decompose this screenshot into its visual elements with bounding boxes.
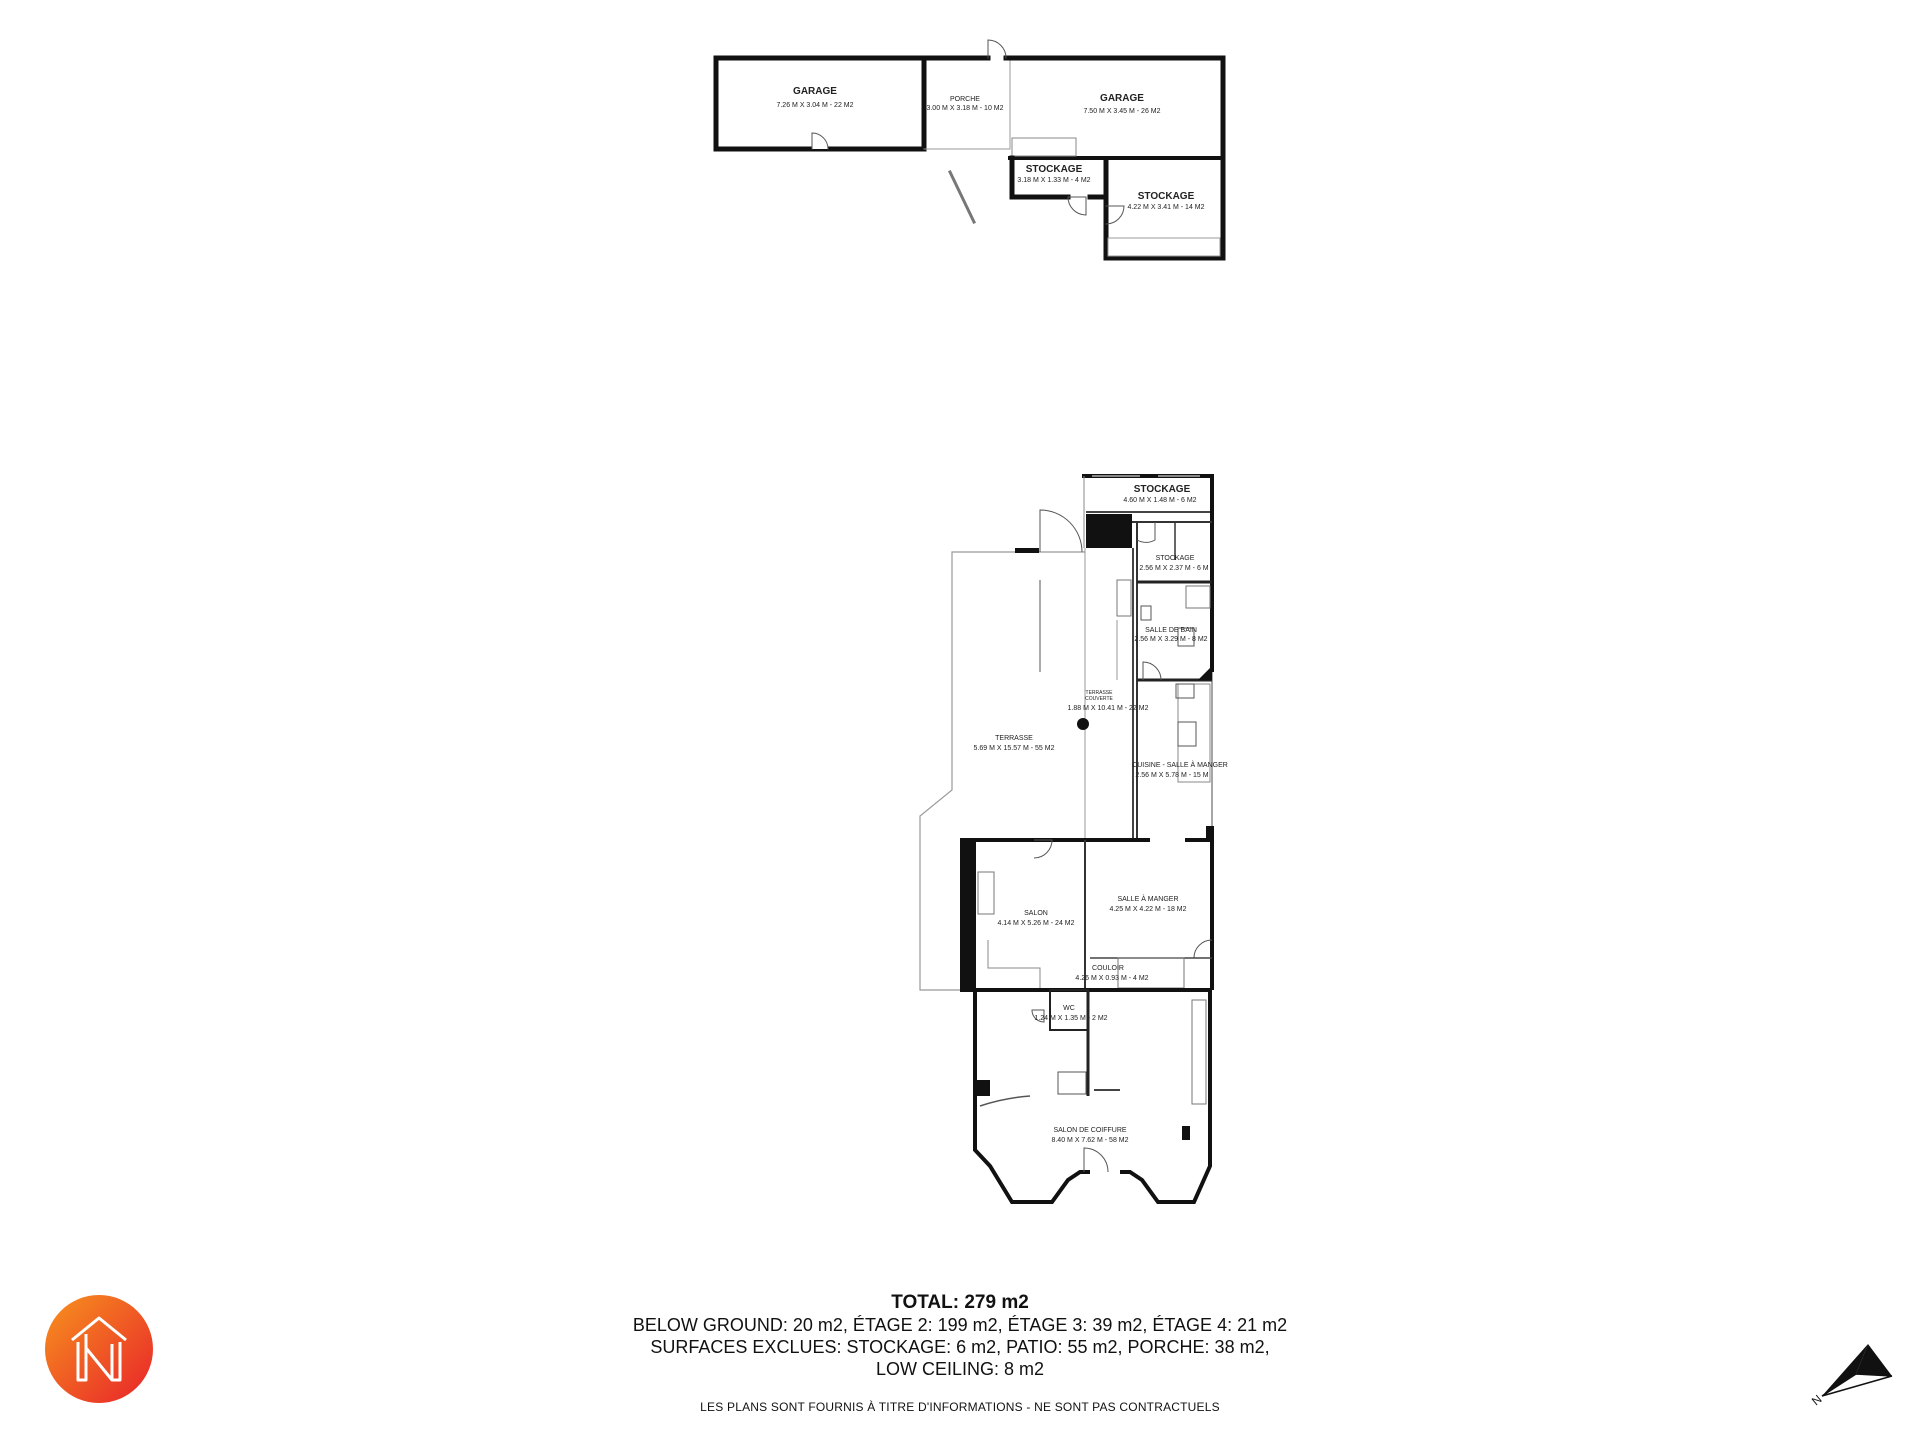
garage-1-name: GARAGE bbox=[793, 86, 837, 97]
area-breakdown: BELOW GROUND: 20 m2, ÉTAGE 2: 199 m2, ÉTAGE 3: 39 m2, ÉTAGE 4: 21 m2 bbox=[632, 1315, 1288, 1335]
cuisine-name: CUISINE - SALLE À MANGER bbox=[1132, 762, 1228, 769]
salle-de-bain-dims: 2.56 M X 3.29 M - 8 M2 bbox=[1134, 636, 1208, 643]
salle-a-manger-name: SALLE À MANGER bbox=[1117, 896, 1179, 903]
stockage-4-dims: 2.56 M X 2.37 M - 6 M bbox=[1139, 565, 1209, 572]
stockage-2-dims: 4.22 M X 3.41 M - 14 M2 bbox=[1127, 204, 1205, 211]
toilet bbox=[1141, 606, 1151, 620]
salle-de-bain-name: SALLE DE BAIN bbox=[1145, 627, 1197, 634]
kitchen-stove bbox=[1176, 684, 1194, 698]
excluded-surfaces: SURFACES EXCLUES: STOCKAGE: 6 m2, PATIO: 55 m2, PORCHE: 38 m2, bbox=[650, 1337, 1270, 1357]
salon-outer-wall bbox=[960, 838, 976, 990]
main-house bbox=[920, 476, 1214, 1202]
room-labels bbox=[776, 86, 1227, 1144]
salon-name: SALON bbox=[1024, 910, 1048, 917]
salon-coiffure-dims: 8.40 M X 7.62 M - 58 M2 bbox=[1051, 1137, 1129, 1144]
low-ceiling: LOW CEILING: 8 m2 bbox=[875, 1359, 1045, 1379]
garage-1-dims: 7.26 M X 3.04 M - 22 M2 bbox=[776, 102, 854, 109]
disclaimer: LES PLANS SONT FOURNIS À TITRE D'INFORMATIONS - NE SONT PAS CONTRACTUELS bbox=[700, 1400, 1220, 1414]
salon-sofa bbox=[988, 940, 1040, 988]
kitchen-sink bbox=[1178, 722, 1196, 746]
gate-leaf bbox=[950, 172, 974, 222]
north-arrow-icon bbox=[1806, 1340, 1902, 1412]
outbuilding bbox=[716, 40, 1223, 258]
stockage-3-name: STOCKAGE bbox=[1133, 484, 1191, 495]
cuisine-dims: 2.56 M X 5.78 M - 15 M bbox=[1135, 772, 1209, 779]
terrasse-couverte-dims: 1.88 M X 10.41 M - 22 M2 bbox=[1067, 705, 1149, 712]
terrasse-dims: 5.69 M X 15.57 M - 55 M2 bbox=[973, 745, 1055, 752]
door-sam bbox=[1194, 940, 1212, 958]
stairs-upper bbox=[1117, 580, 1131, 616]
stockage-2-counter bbox=[1108, 238, 1220, 256]
coiffure-post bbox=[976, 1080, 990, 1096]
coiffure-window-post bbox=[1182, 1126, 1190, 1140]
stockage-1-name: STOCKAGE bbox=[1025, 164, 1083, 175]
stockage-3-dims: 4.60 M X 1.48 M - 6 M2 bbox=[1123, 497, 1197, 504]
area-summary bbox=[0, 1292, 1920, 1380]
door-stockage-2 bbox=[1106, 206, 1124, 224]
salon-coiffure-name: SALON DE COIFFURE bbox=[1053, 1127, 1127, 1134]
door-stockage-1-arc bbox=[1068, 197, 1086, 215]
kitchen-corner bbox=[1198, 666, 1212, 680]
coiffure-outer-wall-right bbox=[1120, 990, 1210, 1202]
stairs-couloir bbox=[1118, 958, 1184, 988]
porche-name: PORCHE bbox=[950, 96, 980, 103]
terrasse-name: TERRASSE bbox=[995, 735, 1033, 742]
fireplace bbox=[978, 872, 994, 914]
stockage-2-name: STOCKAGE bbox=[1137, 191, 1195, 202]
door-garage-1 bbox=[812, 133, 828, 149]
stairs-coiffure bbox=[1192, 1000, 1206, 1104]
door-bath bbox=[1143, 662, 1161, 680]
salle-a-manger-dims: 4.25 M X 4.22 M - 18 M2 bbox=[1109, 906, 1187, 913]
wall-stub-1 bbox=[1015, 548, 1039, 553]
salon-dims: 4.14 M X 5.26 M - 24 M2 bbox=[997, 920, 1075, 927]
garage-2-dims: 7.50 M X 3.45 M - 26 M2 bbox=[1083, 108, 1161, 115]
terrasse-couverte-name-2: COUVERTE bbox=[1085, 696, 1113, 702]
shower bbox=[1186, 586, 1210, 608]
door-entrance bbox=[1084, 1148, 1108, 1172]
reception-desk bbox=[1058, 1072, 1086, 1094]
door-salon bbox=[1034, 840, 1052, 858]
stockage-1-dims: 3.18 M X 1.33 M - 4 M2 bbox=[1017, 177, 1091, 184]
wc-name: WC bbox=[1063, 1005, 1075, 1012]
coiffure-curve bbox=[980, 1096, 1030, 1106]
door-porche bbox=[988, 40, 1006, 58]
garage-2-bench bbox=[1012, 138, 1076, 156]
wc-dims: 1.24 M X 1.35 M - 2 M2 bbox=[1034, 1015, 1108, 1022]
chimney-block[interactable] bbox=[1086, 514, 1132, 548]
garage-2-name: GARAGE bbox=[1100, 93, 1144, 104]
couloir-dims: 4.26 M X 0.93 M - 4 M2 bbox=[1075, 975, 1149, 982]
total-area: TOTAL: 279 m2 bbox=[891, 1292, 1029, 1313]
porche-dims: 3.00 M X 3.18 M - 10 M2 bbox=[926, 105, 1004, 112]
terrasse-couverte-name-1: TERRASSE bbox=[1085, 690, 1113, 696]
couloir-name: COULOIR bbox=[1092, 965, 1124, 972]
door-terrasse bbox=[1040, 510, 1082, 552]
north-label: N bbox=[1808, 1391, 1825, 1409]
door-stockage-4 bbox=[1137, 522, 1155, 542]
column-post bbox=[1077, 718, 1089, 730]
stockage-4-name: STOCKAGE bbox=[1155, 555, 1195, 562]
